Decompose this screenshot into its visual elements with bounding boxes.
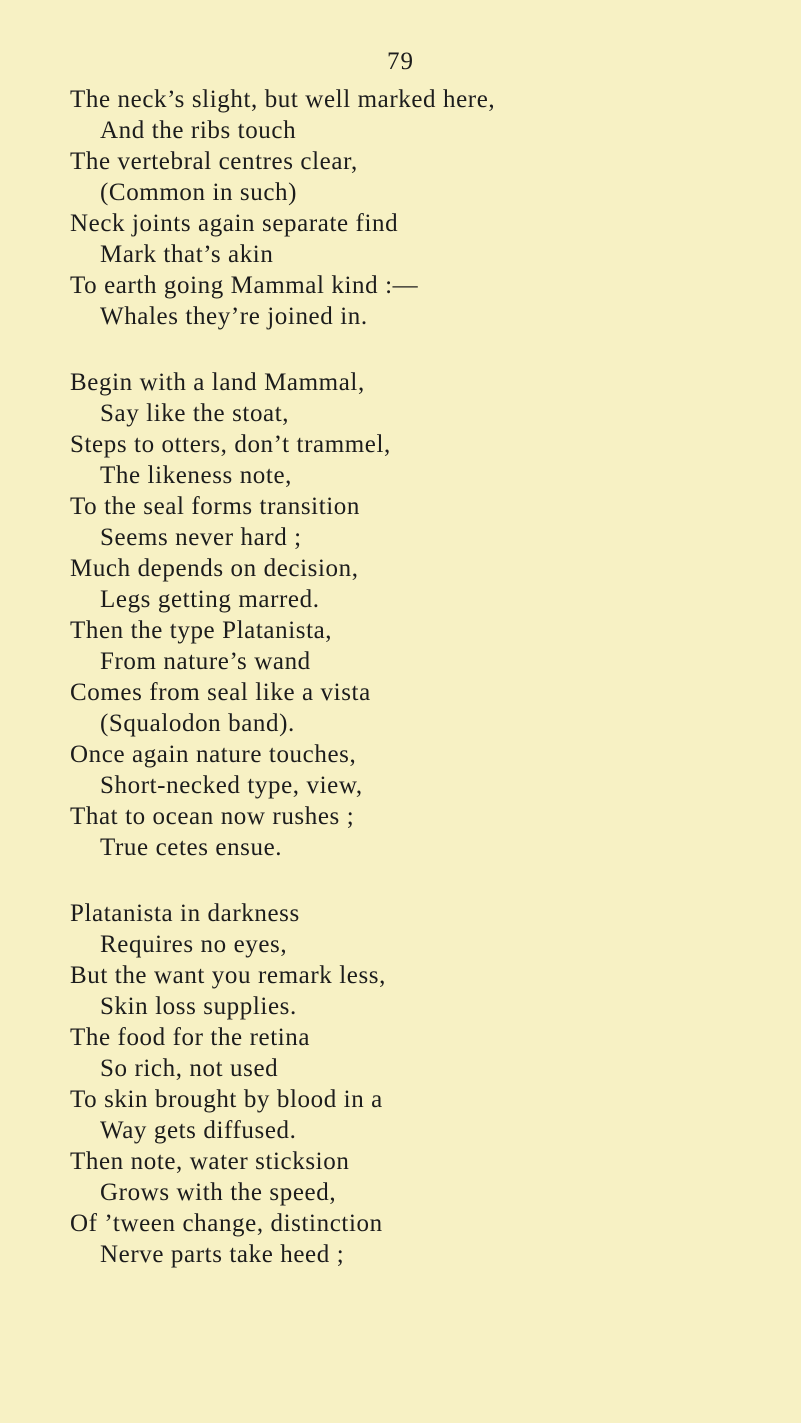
poem-line: True cetes ensue. [100, 834, 283, 861]
poem-line: That to ocean now rushes ; [70, 803, 355, 830]
poem-line: Legs getting marred. [100, 586, 320, 613]
poem-line: Comes from seal like a vista [70, 679, 371, 706]
poem-line: The neck’s slight, but well marked here, [70, 86, 496, 113]
poem-line: Nerve parts take heed ; [100, 1241, 345, 1268]
stanza-3 [70, 898, 770, 1270]
poem-line: Say like the stoat, [100, 400, 290, 427]
poem-line: To the seal forms transition [70, 493, 360, 520]
poem-line: The vertebral centres clear, [70, 148, 358, 175]
poem-line: The food for the retina [70, 1024, 311, 1051]
poem-line: Grows with the speed, [100, 1179, 337, 1206]
poem-line: Way gets diffused. [100, 1117, 297, 1144]
poem-line: Seems never hard ; [100, 524, 302, 551]
poem-line: So rich, not used [100, 1055, 279, 1082]
poem-line: But the want you remark less, [70, 962, 386, 989]
poem-line: From nature’s wand [100, 648, 311, 675]
stanza-1 [70, 84, 770, 332]
poem-line: Of ’tween change, distinction [70, 1210, 383, 1237]
poem-line: To skin brought by blood in a [70, 1086, 383, 1113]
poem-line: Then the type Platanista, [70, 617, 333, 644]
poem-line: Whales they’re joined in. [100, 303, 368, 330]
poem-line: Begin with a land Mammal, [70, 369, 365, 396]
poem-line: Requires no eyes, [100, 931, 288, 958]
poem-line: Once again nature touches, [70, 741, 357, 768]
poem-line: (Common in such) [100, 179, 298, 206]
poem-line: Platanista in darkness [70, 900, 300, 927]
stanza-2 [70, 367, 770, 863]
poem-line: Neck joints again separate find [70, 210, 399, 237]
poem-line: Steps to otters, don’t trammel, [70, 431, 391, 458]
page-number: 79 [387, 48, 414, 75]
poem-line: To earth going Mammal kind :— [70, 272, 419, 299]
poem-line: (Squalodon band). [100, 710, 295, 737]
poem [70, 84, 770, 1270]
poem-line: Short-necked type, view, [100, 772, 363, 799]
poem-line: Skin loss supplies. [100, 993, 297, 1020]
poem-line: Then note, water sticksion [70, 1148, 350, 1175]
poem-line: The likeness note, [100, 462, 293, 489]
poem-line: Mark that’s akin [100, 241, 274, 268]
poem-line: And the ribs touch [100, 117, 297, 144]
poem-line: Much depends on decision, [70, 555, 359, 582]
